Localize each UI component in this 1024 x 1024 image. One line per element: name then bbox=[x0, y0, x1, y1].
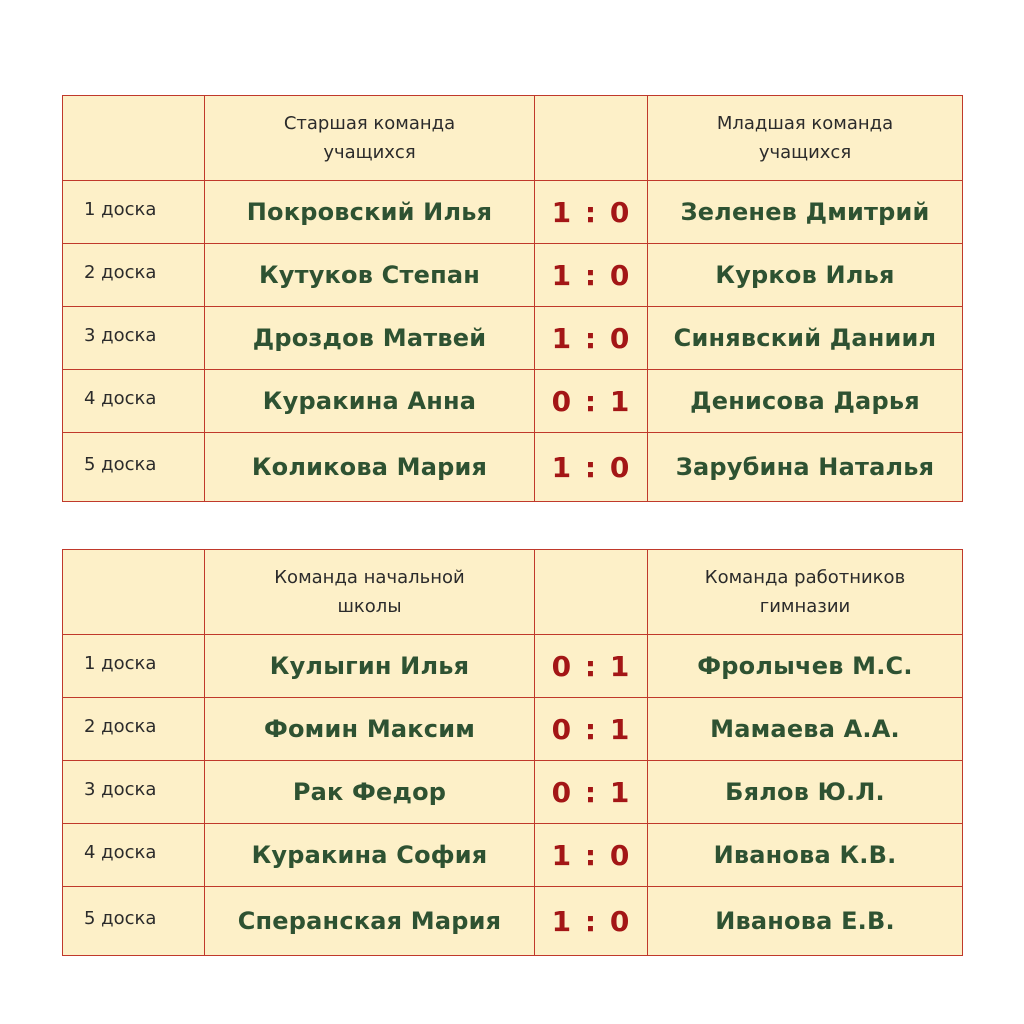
right-team-header: Команда работников гимназии bbox=[648, 550, 963, 635]
right-player: Зарубина Наталья bbox=[648, 433, 963, 502]
score: 1 : 0 bbox=[535, 887, 648, 956]
right-player: Курков Илья bbox=[648, 244, 963, 307]
board-row bbox=[63, 433, 963, 502]
board-row bbox=[63, 635, 963, 698]
right-player: Бялов Ю.Л. bbox=[648, 761, 963, 824]
board-label: 5 доска bbox=[63, 433, 205, 502]
board-label: 5 доска bbox=[63, 887, 205, 956]
empty-header-cell bbox=[535, 96, 648, 181]
right-player: Синявский Даниил bbox=[648, 307, 963, 370]
board-label: 1 доска bbox=[63, 181, 205, 244]
empty-header-cell bbox=[63, 96, 205, 181]
score: 1 : 0 bbox=[535, 824, 648, 887]
empty-header-cell bbox=[63, 550, 205, 635]
board-label: 4 доска bbox=[63, 370, 205, 433]
left-player: Кутуков Степан bbox=[205, 244, 535, 307]
right-player: Фролычев М.С. bbox=[648, 635, 963, 698]
left-player: Фомин Максим bbox=[205, 698, 535, 761]
board-label: 2 доска bbox=[63, 244, 205, 307]
match-table-school-vs-staff bbox=[62, 549, 963, 956]
left-player: Покровский Илья bbox=[205, 181, 535, 244]
header-row bbox=[63, 96, 963, 181]
empty-header-cell bbox=[535, 550, 648, 635]
left-team-header: Команда начальной школы bbox=[205, 550, 535, 635]
left-player: Рак Федор bbox=[205, 761, 535, 824]
left-player: Коликова Мария bbox=[205, 433, 535, 502]
score: 0 : 1 bbox=[535, 761, 648, 824]
score: 0 : 1 bbox=[535, 370, 648, 433]
score: 1 : 0 bbox=[535, 433, 648, 502]
board-row bbox=[63, 761, 963, 824]
board-row bbox=[63, 307, 963, 370]
board-row bbox=[63, 181, 963, 244]
right-team-header: Младшая команда учащихся bbox=[648, 96, 963, 181]
right-player: Иванова К.В. bbox=[648, 824, 963, 887]
left-team-header: Старшая команда учащихся bbox=[205, 96, 535, 181]
left-player: Сперанская Мария bbox=[205, 887, 535, 956]
board-label: 3 доска bbox=[63, 761, 205, 824]
board-row bbox=[63, 698, 963, 761]
board-row bbox=[63, 887, 963, 956]
right-player: Денисова Дарья bbox=[648, 370, 963, 433]
board-row bbox=[63, 824, 963, 887]
header-row bbox=[63, 550, 963, 635]
right-player: Зеленев Дмитрий bbox=[648, 181, 963, 244]
right-player: Мамаева А.А. bbox=[648, 698, 963, 761]
match-table-students bbox=[62, 95, 963, 502]
right-player: Иванова Е.В. bbox=[648, 887, 963, 956]
board-row bbox=[63, 244, 963, 307]
score: 0 : 1 bbox=[535, 635, 648, 698]
board-label: 2 доска bbox=[63, 698, 205, 761]
board-label: 1 доска bbox=[63, 635, 205, 698]
board-label: 3 доска bbox=[63, 307, 205, 370]
score: 0 : 1 bbox=[535, 698, 648, 761]
left-player: Куракина София bbox=[205, 824, 535, 887]
left-player: Куракина Анна bbox=[205, 370, 535, 433]
board-row bbox=[63, 370, 963, 433]
left-player: Кулыгин Илья bbox=[205, 635, 535, 698]
score: 1 : 0 bbox=[535, 244, 648, 307]
score: 1 : 0 bbox=[535, 307, 648, 370]
board-label: 4 доска bbox=[63, 824, 205, 887]
score: 1 : 0 bbox=[535, 181, 648, 244]
left-player: Дроздов Матвей bbox=[205, 307, 535, 370]
